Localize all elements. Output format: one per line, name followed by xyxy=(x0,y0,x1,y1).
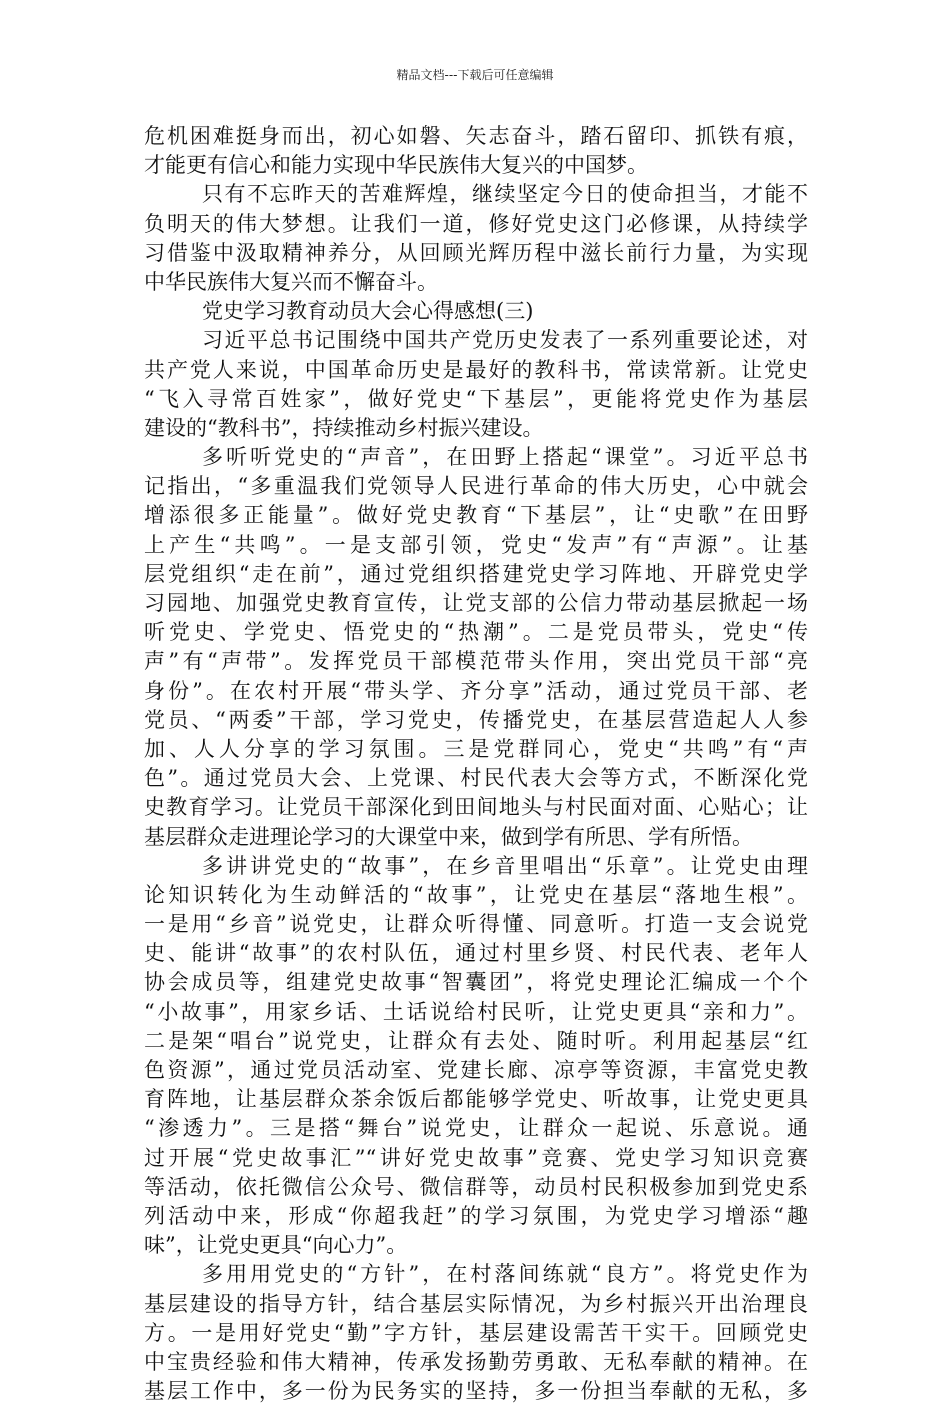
text-line: 协会成员等，组建党史故事“智囊团”，将党史理论汇编成一个个 xyxy=(144,970,808,995)
text-line: 论知识转化为生动鲜活的“故事”，让党史在基层“落地生根”。 xyxy=(144,882,808,907)
text-line: 负明天的伟大梦想。让我们一道，修好党史这门必修课，从持续学 xyxy=(144,211,808,236)
text-line: 色资源”，通过党员活动室、党建长廊、凉亭等资源，丰富党史教 xyxy=(144,1058,808,1082)
document-body xyxy=(144,122,808,1406)
text-line: 多用用党史的“方针”，在村落间练就“良方”。将党史作为 xyxy=(202,1262,808,1287)
text-line: 史教育学习。让党员干部深化到田间地头与村民面对面、心贴心；让 xyxy=(144,795,808,820)
text-line: 加、人人分享的学习氛围。三是党群同心，党史“共鸣”有“声 xyxy=(144,736,808,761)
text-line: 一是用“乡音”说党史，让群众听得懂、同意听。打造一支会说党 xyxy=(144,912,808,937)
text-line: 听党史、学党史、悟党史的“热潮”。二是党员带头，党史“传 xyxy=(144,620,808,645)
text-line: 等活动，依托微信公众号、微信群等，动员村民积极参加到党史系 xyxy=(144,1174,808,1199)
text-line: 增添很多正能量”。做好党史教育“下基层”，让“史歌”在田野 xyxy=(144,503,808,528)
text-line: 色”。通过党员大会、上党课、村民代表大会等方式，不断深化党 xyxy=(144,766,808,791)
text-line: 党员、“两委”干部，学习党史，传播党史，在基层营造起人人参 xyxy=(144,707,808,732)
text-line: “小故事”，用家乡话、土话说给村民听，让党史更具“亲和力”。 xyxy=(144,999,808,1024)
text-line: 史、能讲“故事”的农村队伍，通过村里乡贤、村民代表、老年人 xyxy=(144,941,808,966)
text-line: “飞入寻常百姓家”，做好党史“下基层”，更能将党史作为基层 xyxy=(144,386,808,411)
text-line: 危机困难挺身而出，初心如磐、矢志奋斗，踏石留印、抓铁有痕， xyxy=(144,124,808,148)
text-line: 党史学习教育动员大会心得感想(三) xyxy=(202,299,534,324)
text-line: 基层工作中，多一份为民务实的坚持，多一份担当奉献的无私，多 xyxy=(144,1379,808,1404)
text-line: 身份”。在农村开展“带头学、齐分享”活动，通过党员干部、老 xyxy=(144,678,808,703)
text-line: 记指出，“多重温我们党领导人民进行革命的伟大历史，心中就会 xyxy=(144,474,808,499)
text-line: 才能更有信心和能力实现中华民族伟大复兴的中国梦。 xyxy=(144,153,648,178)
text-line: 层党组织“走在前”，通过党组织搭建党史学习阵地、开辟党史学 xyxy=(144,561,808,586)
text-line: 中华民族伟大复兴而不懈奋斗。 xyxy=(144,269,438,294)
text-line: 声”有“声带”。发挥党员干部模范带头作用，突出党员干部“亮 xyxy=(144,649,808,674)
text-line: 建设的“教科书”，持续推动乡村振兴建设。 xyxy=(144,415,544,440)
text-line: 多讲讲党史的“故事”，在乡音里唱出“乐章”。让党史由理 xyxy=(202,853,808,878)
text-line: 上产生“共鸣”。一是支部引领，党史“发声”有“声源”。让基 xyxy=(144,532,808,557)
page-header: 精品文档---下载后可任意编辑 xyxy=(396,68,554,82)
text-line: 中宝贵经验和伟大精神，传承发扬勤劳勇敢、无私奉献的精神。在 xyxy=(144,1349,808,1374)
text-line: 习园地、加强党史教育宣传，让党支部的公信力带动基层掀起一场 xyxy=(144,591,808,615)
text-line: 基层群众走进理论学习的大课堂中来，做到学有所思、学有所悟。 xyxy=(144,824,753,849)
text-line: 只有不忘昨天的苦难辉煌，继续坚定今日的使命担当，才能不 xyxy=(202,182,808,207)
text-line: 味”，让党史更具“向心力”。 xyxy=(144,1233,408,1258)
text-line: 习借鉴中汲取精神养分，从回顾光辉历程中滋长前行力量，为实现 xyxy=(144,240,808,265)
text-line: 共产党人来说，中国革命历史是最好的教科书，常读常新。让党史 xyxy=(144,357,808,382)
text-line: 育阵地，让基层群众茶余饭后都能够学党史、听故事，让党史更具 xyxy=(144,1087,808,1112)
text-line: “渗透力”。三是搭“舞台”说党史，让群众一起说、乐意说。通 xyxy=(144,1116,808,1141)
text-line: 过开展“党史故事汇”“讲好党史故事”竞赛、党史学习知识竞赛 xyxy=(144,1145,808,1170)
text-line: 列活动中来，形成“你超我赶”的学习氛围，为党史学习增添“趣 xyxy=(144,1203,808,1228)
text-line: 习近平总书记围绕中国共产党历史发表了一系列重要论述，对 xyxy=(202,328,808,353)
text-line: 多听听党史的“声音”，在田野上搭起“课堂”。习近平总书 xyxy=(202,445,808,470)
text-line: 基层建设的指导方针，结合基层实际情况，为乡村振兴开出治理良 xyxy=(144,1291,808,1316)
text-line: 二是架“唱台”说党史，让群众有去处、随时听。利用起基层“红 xyxy=(144,1028,808,1053)
text-line: 方。一是用好党史“勤”字方针，基层建设需苦干实干。回顾党史 xyxy=(144,1320,808,1345)
